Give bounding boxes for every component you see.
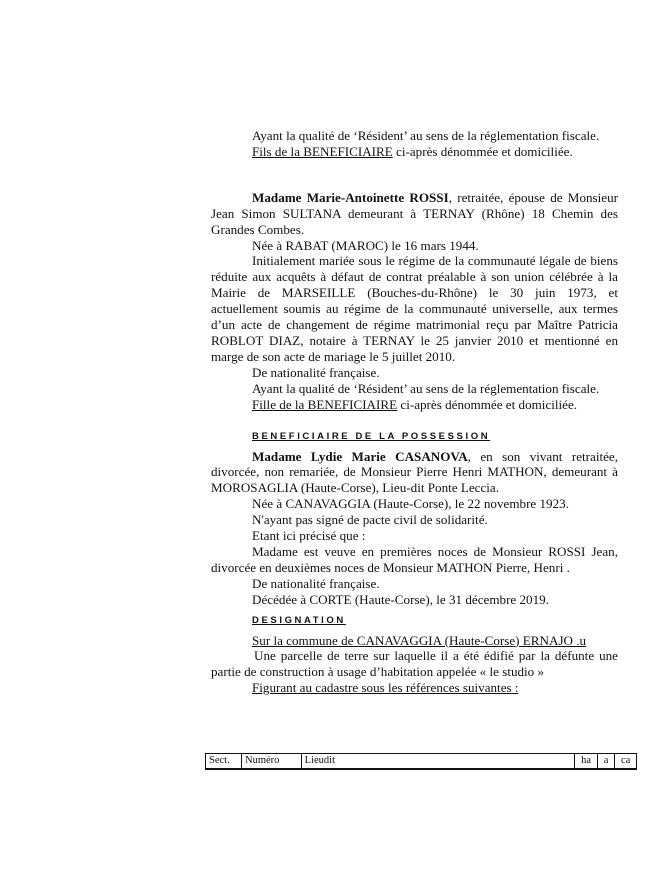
rossi-nationality: De nationalité française.: [252, 364, 380, 380]
casanova-death: Décédée à CORTE (Haute-Corse), le 31 décembre 2019.: [252, 591, 549, 607]
rossi-intro-rest: , retraitée, épouse de Monsieur Jean Simon SULTANA demeurant à TERNAY (Rhône) 18 Chemin des Grandes Combes.: [211, 189, 618, 237]
col-ca: ca: [615, 754, 637, 770]
rossi-marriage: Initialement mariée sous le régime de la communauté légale de biens réduite aux acquêts à défaut de contrat préalable à son union célébrée à la Mairie de MARSEILLE (Bouches-du-Rhône) le 30 juin 1973, et actuellement soumis au régime de la communauté universelle, aux termes d’un acte de changement de régime matrimonial reçu par Maître Patricia ROBLOT DIAZ, notaire à TERNAY le 25 janvier 2010 et mentionné en marge de son acte de mariage le 5 juillet 2010.: [211, 253, 618, 364]
cadastre-table: [205, 753, 637, 770]
rossi-intro-paragraph: [211, 190, 618, 238]
daughter-rest: ci-après dénommée et domiciliée.: [397, 396, 578, 412]
rossi-birth: Née à RABAT (MAROC) le 16 mars 1944.: [252, 237, 479, 253]
resident-paragraph-1: Ayant la qualité de ‘Résident’ au sens de la réglementation fiscale.: [252, 128, 600, 143]
beneficiaire-heading: BENEFICIAIRE DE LA POSSESSION: [252, 430, 491, 442]
rossi-name: Madame Marie-Antoinette ROSSI: [252, 189, 449, 205]
casanova-pacs: N'ayant pas signé de pacte civil de solidarité.: [252, 512, 488, 528]
casanova-precision: Etant ici précisé que :: [252, 528, 366, 544]
cadastre-line: Figurant au cadastre sous les références suivantes :: [252, 680, 519, 696]
son-paragraph: [211, 144, 618, 160]
casanova-widow: Madame est veuve en premières noces de Monsieur ROSSI Jean, divorcée en deuxièmes noces de Monsieur MATHON Pierre, Henri .: [211, 543, 618, 575]
daughter-label: Fille de la BENEFICIAIRE: [252, 396, 398, 412]
parcel-paragraph: Une parcelle de terre sur laquelle il a été édifié par la défunte une partie de construction à usage d’habitation appelée « le studio »: [211, 648, 618, 680]
casanova-intro-paragraph: [211, 449, 618, 497]
col-lieudit: Lieudit: [301, 754, 575, 770]
son-rest: ci-après dénommée et domiciliée.: [392, 143, 573, 159]
cadastre-header-row: [206, 754, 637, 770]
son-label: Fils de la BENEFICIAIRE: [252, 143, 393, 159]
commune-line: Sur la commune de CANAVAGGIA (Haute-Corse) ERNAJO .u: [252, 632, 587, 648]
casanova-name: Madame Lydie Marie CASANOVA: [252, 448, 468, 464]
col-a: a: [597, 754, 614, 770]
col-sect: Sect.: [206, 754, 242, 770]
daughter-paragraph: [211, 397, 618, 413]
col-ha: ha: [575, 754, 598, 770]
resident-paragraph-2: Ayant la qualité de ‘Résident’ au sens de la réglementation fiscale.: [252, 380, 600, 396]
casanova-nationality: De nationalité française.: [252, 575, 380, 591]
casanova-birth: Née à CANAVAGGIA (Haute-Corse), le 22 novembre 1923.: [252, 496, 569, 512]
casanova-intro-rest: , en son vivant retraitée, divorcée, non remariée, de Monsieur Pierre Henri MATHON, demeurant à MOROSAGLIA (Haute-Corse), Lieu-dit Ponte Leccia.: [211, 448, 618, 496]
col-numero: Numéro: [242, 754, 302, 770]
designation-heading: DESIGNATION: [252, 614, 346, 626]
document-body: [211, 128, 618, 696]
